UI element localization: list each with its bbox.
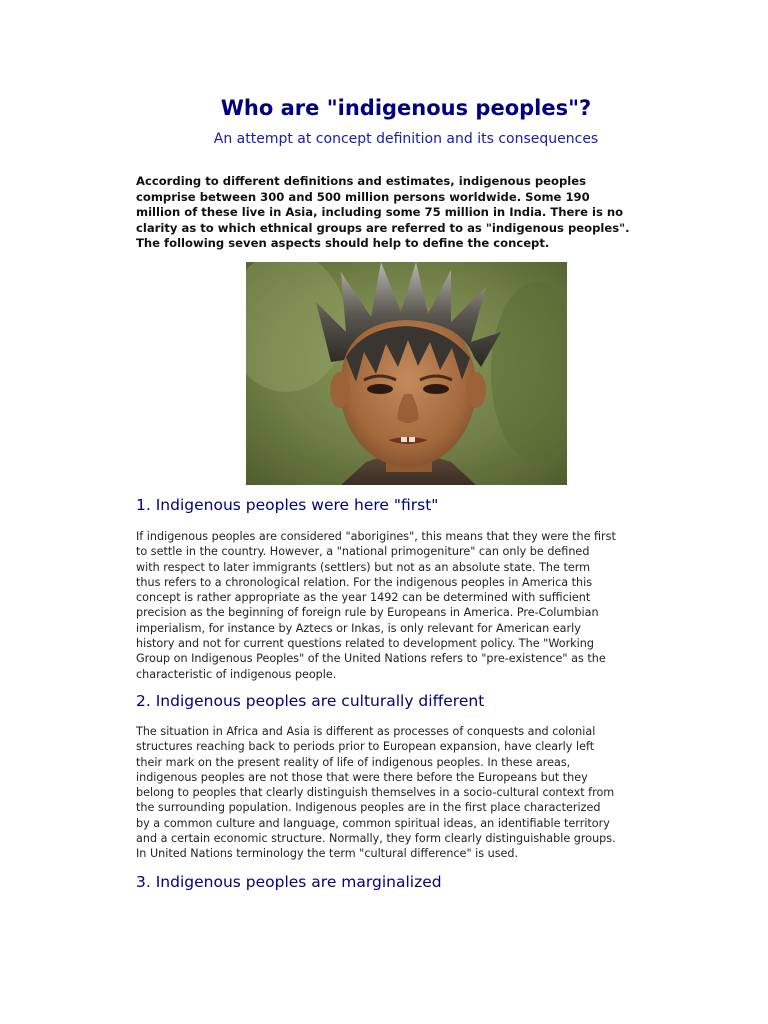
page-subtitle: An attempt at concept definition and its consequences — [213, 131, 599, 147]
section-1-body: If indigenous peoples are considered "aborigines", this means that they were the first to settle in the country. However, a "national primogeniture" can only be defined with respect to later immigrants (settlers) but not as an absolute state. The term thus refers to a chronological relation. For the indigenous peoples in America this concept is rather appropriate as the year 1492 can be determined with sufficient precision as the beginning of foreign rule by Europeans in America. Pre-Columbian imperialism, for instance by Aztecs or Inkas, is only relevant for American early history and not for current questions related to development policy. The "Working Group on Indigenous Peoples" of the United Nations refers to "pre-existence" as the characteristic of indigenous people. — [136, 530, 616, 681]
page-title: Who are "indigenous peoples"? — [220, 96, 592, 120]
section-2-heading: 2. Indigenous peoples are culturally different — [136, 692, 485, 710]
section-2-body: The situation in Africa and Asia is different as processes of conquests and colonial structures reaching back to periods prior to European expansion, have clearly left their mark on the present reality of life of indigenous peoples. In these areas, indigenous peoples are not those that were there before the Europeans but they belong to peoples that clearly distinguish themselves in a socio-cultural context from the surrounding population. Indigenous peoples are in the first place characterized by a common culture and language, common spiritual ideas, an identifiable territory and a certain economic structure. Normally, they form clearly distinguishable groups. In United Nations terminology the term "cultural difference" is used. — [136, 725, 616, 861]
section-3-heading: 3. Indigenous peoples are marginalized — [136, 873, 442, 891]
section-1-heading: 1. Indigenous peoples were here "first" — [136, 496, 439, 514]
intro-paragraph: According to different definitions and estimates, indigenous peoples comprise between 300 and 500 million persons worldwide. Some 190 million of these live in Asia, including some 75 million in India. There is no clarity as to which ethnical groups are referred to as "indigenous peoples". The following seven aspects should help to define the concept. — [136, 174, 630, 250]
portrait-photo — [246, 262, 567, 485]
